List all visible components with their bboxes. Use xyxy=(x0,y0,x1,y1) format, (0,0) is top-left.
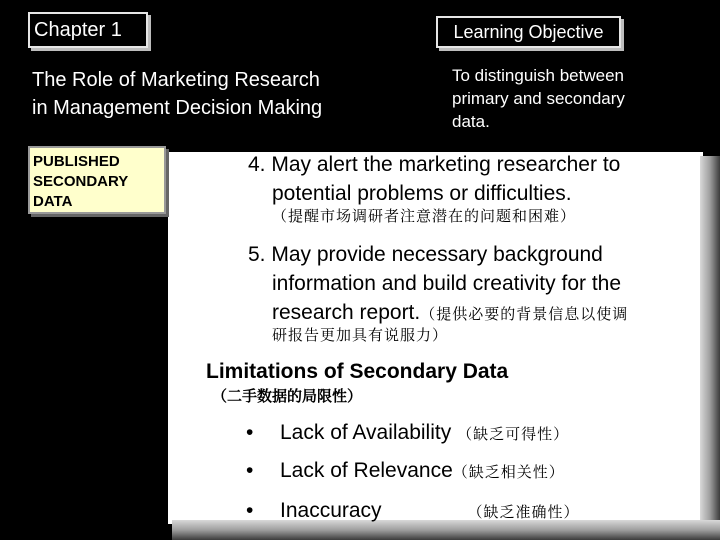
limitation-label: Inaccuracy xyxy=(280,499,382,522)
title-line: The Role of Marketing Research xyxy=(32,69,320,91)
point-4-line2: potential problems or difficulties. xyxy=(272,182,572,205)
objective-line: primary and secondary xyxy=(452,89,625,108)
limitation-item xyxy=(246,498,580,526)
limitations-heading-chinese: （二手数据的局限性） xyxy=(212,388,363,405)
point-5-line3-text: research report. xyxy=(272,301,421,324)
limitation-chinese: （缺乏相关性） xyxy=(452,464,565,481)
objective-line: data. xyxy=(452,112,490,131)
tag-line: SECONDARY xyxy=(33,173,129,190)
point-5-line2: information and build creativity for the xyxy=(272,272,622,295)
point-4 xyxy=(248,150,688,208)
limitation-item xyxy=(246,420,569,448)
limitation-label: Lack of Availability xyxy=(280,421,452,444)
point-4-chinese: （提醒市场调研者注意潜在的问题和困难） xyxy=(272,208,577,225)
tag-line: DATA xyxy=(33,193,73,210)
title-line: in Management Decision Making xyxy=(32,97,323,119)
point-5-chinese-1: （提供必要的背景信息以使调 xyxy=(420,306,629,323)
chapter-label: Chapter 1 xyxy=(28,12,148,48)
point-5-chinese-2: 研报告更加具有说服力） xyxy=(272,327,449,344)
limitation-item xyxy=(246,458,565,486)
limitation-chinese: （缺乏准确性） xyxy=(467,504,580,521)
limitation-chinese: （缺乏可得性） xyxy=(457,426,570,443)
limitations-heading: Limitations of Secondary Data xyxy=(206,360,509,383)
point-5-line3 xyxy=(248,298,628,329)
slide-title xyxy=(32,66,432,122)
point-5 xyxy=(248,240,698,329)
learning-objective-text xyxy=(452,64,692,133)
tag-line: PUBLISHED xyxy=(33,153,120,170)
bullet-icon: • xyxy=(246,421,254,444)
bullet-icon: • xyxy=(246,459,254,482)
bullet-icon: • xyxy=(246,499,254,522)
content-shadow-right xyxy=(700,156,720,540)
limitation-label: Lack of Relevance xyxy=(280,459,453,482)
objective-line: To distinguish between xyxy=(452,66,625,85)
point-5-line1: 5. May provide necessary background xyxy=(248,243,603,266)
published-secondary-data-tag xyxy=(28,146,166,214)
learning-objective-label: Learning Objective xyxy=(436,16,621,48)
point-4-line1: 4. May alert the marketing researcher to xyxy=(248,153,621,176)
